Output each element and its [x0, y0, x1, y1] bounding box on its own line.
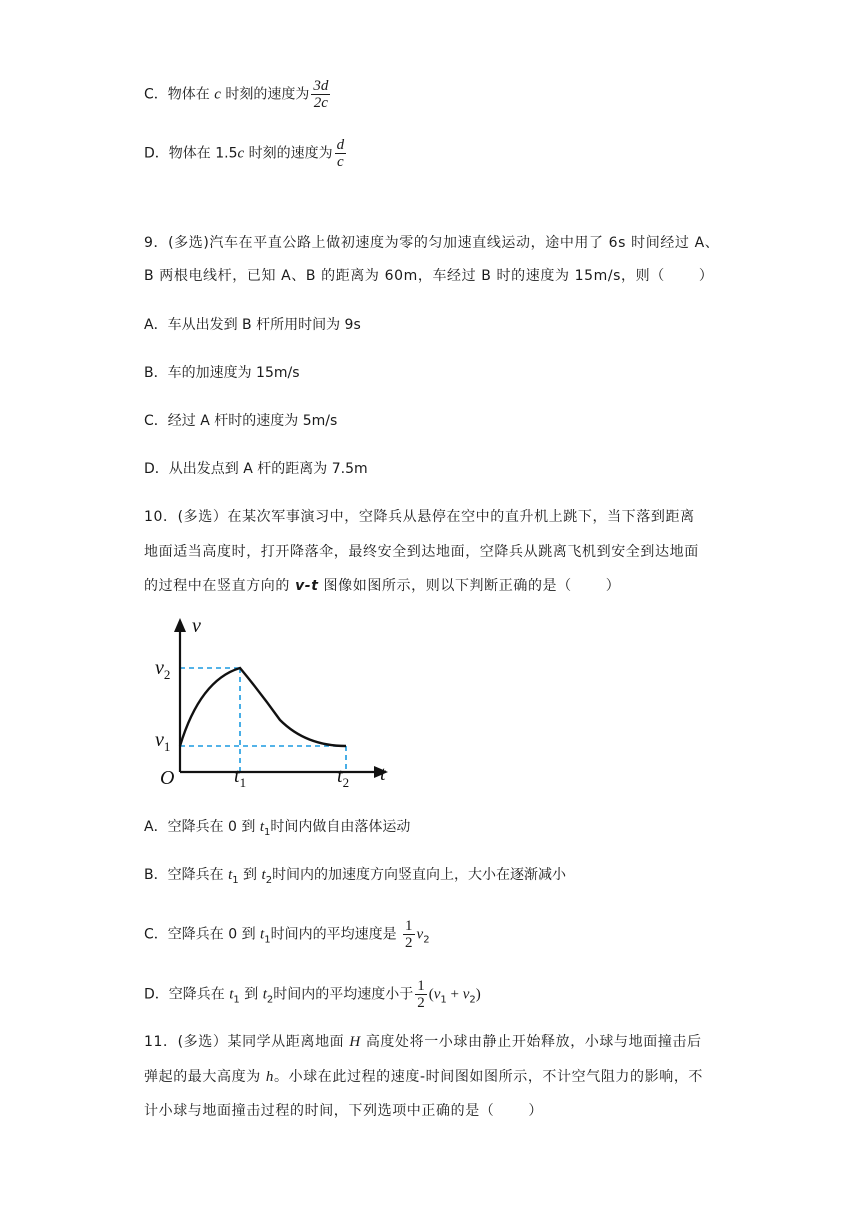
vt-graph	[150, 612, 400, 792]
velocity-curve	[180, 668, 346, 746]
t-axis-label: t	[380, 763, 386, 785]
q11-stem-line3: 计小球与地面撞击过程的时间，下列选项中正确的是（ ）	[144, 1103, 544, 1119]
q11-stem-line2: 弹起的最大高度为 h。小球在此过程的速度-时间图如图所示，不计空气阻力的影响，不	[144, 1069, 704, 1085]
dashed-guides	[180, 668, 346, 772]
q9-option-a: A．车从出发到 B 杆所用时间为 9s	[144, 317, 361, 333]
t1-label: $t_1$	[234, 765, 247, 790]
q9-option-d: D．从出发点到 A 杆的距离为 7.5m	[144, 461, 368, 477]
q10-stem-line3: 的过程中在竖直方向的 v-t 图像如图所示，则以下判断正确的是（ ）	[144, 578, 621, 594]
q9-stem-line2: B 两根电线杆，已知 A、B 的距离为 60m，车经过 B 时的速度为 15m/s，则（ ）	[144, 268, 714, 284]
fraction-half: $\frac{1}{2}$	[405, 918, 413, 951]
fraction: $\frac{3d}{2c}$	[313, 78, 329, 111]
origin-label: O	[160, 767, 175, 789]
fraction-half: $\frac{1}{2}$	[417, 978, 425, 1011]
q8-option-c: C．物体在 c 时刻的速度为 $\frac{3d}{2c}$	[144, 78, 329, 111]
t2-label: $t_2$	[337, 765, 350, 790]
q9-stem-line1: 9．(多选)汽车在平直公路上做初速度为零的匀加速直线运动，途中用了 6s 时间经过 A、	[144, 235, 720, 251]
q10-stem-line1: 10．(多选）在某次军事演习中，空降兵从悬停在空中的直升机上跳下，当下落到距离	[144, 509, 695, 525]
v2-label: $v_2$	[155, 657, 171, 682]
v1-label: $v_1$	[155, 729, 171, 754]
q9-option-b: B．车的加速度为 15m/s	[144, 365, 300, 381]
q10-option-b: B．空降兵在 $t_1$ 到 $t_2$时间内的加速度方向竖直向上，大小在逐渐减小	[144, 867, 567, 886]
q10-stem-line2: 地面适当高度时，打开降落伞，最终安全到达地面，空降兵从跳离飞机到安全到达地面	[144, 544, 699, 560]
q11-stem-line1: 11．(多选）某同学从距离地面 H 高度处将一小球由静止开始释放，小球与地面撞击后	[144, 1034, 702, 1050]
v-axis-arrow	[174, 618, 186, 632]
q10-option-d: D．空降兵在 $t_1$ 到 $t_2$时间内的平均速度小于 $\frac{1}{2}$ $(v_1 + v_2)$	[144, 978, 481, 1011]
v-axis-label: v	[192, 615, 201, 637]
fraction: $\frac{d}{c}$	[336, 137, 345, 170]
q8-option-d: D．物体在 1.5c 时刻的速度为 $\frac{d}{c}$	[144, 137, 345, 170]
q10-option-a: A．空降兵在 0 到 $t_1$时间内做自由落体运动	[144, 819, 411, 838]
q10-option-c: C．空降兵在 0 到 $t_1$时间内的平均速度是 $\frac{1}{2}$ $v_2$	[144, 918, 430, 951]
q9-option-c: C．经过 A 杆时的速度为 5m/s	[144, 413, 338, 429]
